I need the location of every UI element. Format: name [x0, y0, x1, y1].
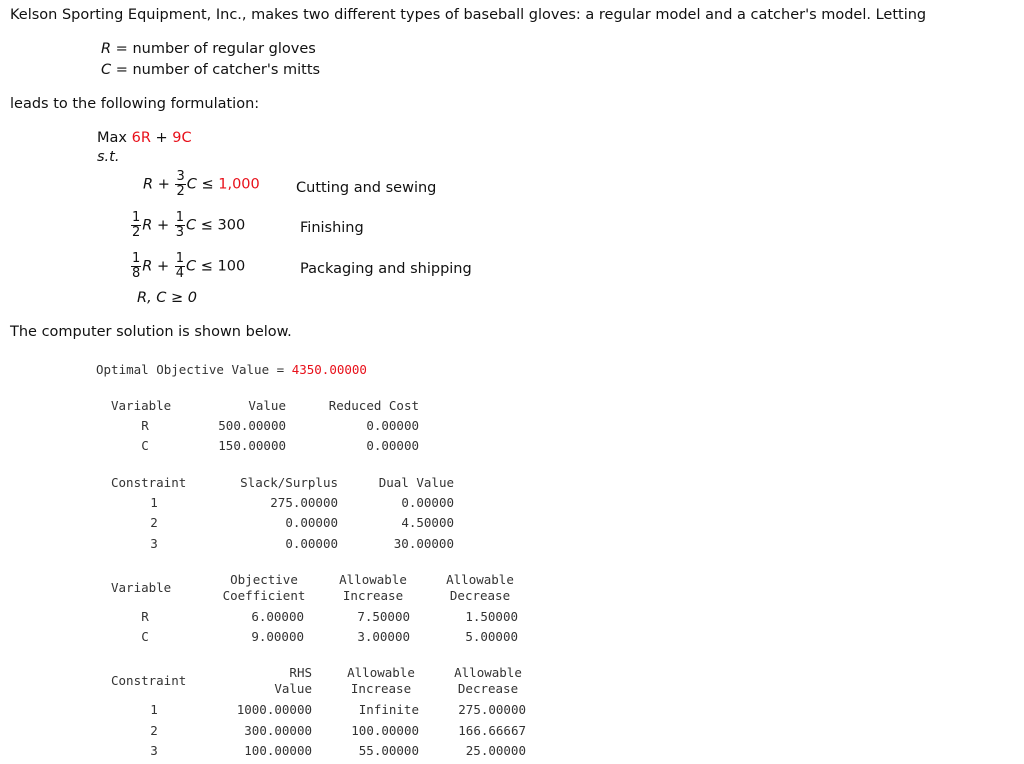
constraint-2-label: Finishing [300, 220, 364, 236]
leq-sign: ≤ [200, 217, 213, 234]
fraction [131, 211, 141, 240]
table-row-constraint: 1 [150, 702, 158, 717]
fraction-numerator: 1 [175, 210, 185, 225]
rhs-range-header-rhs [240, 665, 312, 697]
table-cell-rhs: 1000.00000 [236, 702, 312, 717]
plus-sign: + [155, 130, 168, 146]
fraction-denominator: 2 [176, 184, 185, 199]
table-row-variable: R [141, 609, 149, 624]
table-row-constraint: 3 [150, 536, 158, 551]
fraction [175, 252, 185, 281]
constraint-1-label: Cutting and sewing [296, 180, 437, 196]
var-table-header-reduced-cost: Reduced Cost [328, 398, 419, 413]
definition-c [101, 62, 320, 78]
var-table-header-value: Value [248, 398, 286, 413]
objective-function [97, 130, 192, 146]
objective-r-term: 6R [131, 130, 151, 146]
con-table-header-slack: Slack/Surplus [240, 475, 338, 490]
header-line-1: Allowable [454, 665, 522, 680]
var-table-header-variable: Variable [111, 398, 172, 413]
var-c: C [186, 258, 197, 275]
table-cell-increase: 100.00000 [351, 723, 419, 738]
table-cell-decrease: 1.50000 [465, 609, 518, 624]
def-r-text: = number of regular gloves [111, 41, 316, 57]
rhs-range-header-constraint: Constraint [111, 673, 187, 688]
intro-line: Kelson Sporting Equipment, Inc., makes two different types of baseball gloves: a regular model and a catcher's model. Letting [10, 7, 927, 23]
table-cell-rhs: 100.00000 [244, 743, 312, 758]
constraint-3-label: Packaging and shipping [300, 261, 472, 277]
table-row-constraint: 2 [150, 723, 158, 738]
table-cell-decrease: 166.66667 [458, 723, 526, 738]
fraction-numerator: 1 [175, 251, 185, 266]
nonneg-text: R, C ≥ 0 [137, 290, 198, 306]
fraction-denominator: 3 [175, 225, 185, 240]
leq-sign: ≤ [201, 176, 214, 193]
max-label: Max [97, 130, 127, 146]
table-row-variable: C [141, 629, 149, 644]
fraction-numerator: 1 [132, 210, 141, 225]
header-line-1: Allowable [339, 572, 407, 587]
plus-sign: + [156, 258, 170, 275]
table-row-constraint: 1 [150, 495, 158, 510]
table-cell-slack: 0.00000 [285, 536, 338, 551]
table-row-constraint: 2 [150, 515, 158, 530]
table-cell-value: 500.00000 [218, 418, 286, 433]
optimal-objective [96, 362, 367, 377]
table-cell-increase: 7.50000 [357, 609, 410, 624]
objective-c-term: 9C [172, 130, 192, 146]
table-cell-increase: 3.00000 [357, 629, 410, 644]
con-table-header-dual: Dual Value [378, 475, 454, 490]
table-cell-coefficient: 6.00000 [251, 609, 304, 624]
var-r: R [142, 217, 153, 234]
table-cell-value: 150.00000 [218, 438, 286, 453]
solution-intro: The computer solution is shown below. [10, 324, 292, 340]
table-cell-dual: 4.50000 [401, 515, 454, 530]
optimal-label: Optimal Objective Value [96, 362, 270, 377]
def-c-text: = number of catcher's mitts [111, 62, 321, 78]
def-c-var: C [101, 62, 112, 78]
obj-range-header-decrease [435, 572, 525, 604]
header-line-2: Decrease [449, 588, 511, 603]
table-row-variable: C [141, 438, 149, 453]
var-r: R [143, 176, 154, 193]
table-cell-rhs: 300.00000 [244, 723, 312, 738]
equals-sign: = [276, 362, 285, 377]
table-cell-reduced-cost: 0.00000 [366, 418, 419, 433]
fraction-denominator: 4 [175, 266, 185, 281]
var-r: R [142, 258, 153, 275]
obj-range-header-coefficient [204, 572, 324, 604]
table-cell-slack: 275.00000 [270, 495, 338, 510]
optimal-value: 4350.00000 [291, 362, 367, 377]
table-row-constraint: 3 [150, 743, 158, 758]
table-cell-slack: 0.00000 [285, 515, 338, 530]
table-cell-dual: 0.00000 [401, 495, 454, 510]
rhs-range-header-decrease [443, 665, 533, 697]
header-line-1: RHS [289, 665, 312, 680]
constraint-rhs: 300 [217, 217, 246, 234]
table-cell-dual: 30.00000 [393, 536, 454, 551]
table-cell-increase: Infinite [358, 702, 419, 717]
header-line-2: Decrease [457, 681, 519, 696]
plus-sign: + [157, 176, 170, 193]
header-line-1: Allowable [446, 572, 514, 587]
subject-to-label: s.t. [97, 149, 120, 165]
table-cell-decrease: 5.00000 [465, 629, 518, 644]
constraint-2 [130, 211, 245, 240]
constraint-1 [143, 170, 260, 199]
fraction [175, 211, 185, 240]
obj-range-header-increase [328, 572, 418, 604]
fraction-denominator: 8 [132, 266, 141, 281]
fraction-numerator: 3 [176, 169, 185, 184]
fraction-numerator: 1 [132, 251, 141, 266]
fraction [131, 252, 141, 281]
header-line-2: Value [274, 681, 312, 696]
table-cell-increase: 55.00000 [358, 743, 419, 758]
table-cell-decrease: 275.00000 [458, 702, 526, 717]
table-row-variable: R [141, 418, 149, 433]
header-line-2: Increase [342, 588, 404, 603]
nonnegativity [137, 290, 197, 306]
plus-sign: + [156, 217, 170, 234]
obj-range-header-variable: Variable [111, 580, 172, 595]
table-cell-reduced-cost: 0.00000 [366, 438, 419, 453]
header-line-1: Allowable [347, 665, 415, 680]
def-r-var: R [101, 41, 112, 57]
con-table-header-constraint: Constraint [111, 475, 187, 490]
header-line-2: Coefficient [222, 588, 306, 603]
constraint-rhs: 100 [217, 258, 246, 275]
var-c: C [186, 176, 197, 193]
rhs-range-header-increase [336, 665, 426, 697]
header-line-2: Increase [350, 681, 412, 696]
constraint-rhs: 1,000 [218, 176, 260, 193]
fraction-denominator: 2 [132, 225, 141, 240]
leads-text: leads to the following formulation: [10, 96, 260, 112]
table-cell-coefficient: 9.00000 [251, 629, 304, 644]
fraction [175, 170, 185, 199]
var-c: C [186, 217, 197, 234]
header-line-1: Objective [230, 572, 298, 587]
definition-r [101, 41, 316, 57]
leq-sign: ≤ [200, 258, 213, 275]
table-cell-decrease: 25.00000 [465, 743, 526, 758]
constraint-3 [130, 252, 245, 281]
